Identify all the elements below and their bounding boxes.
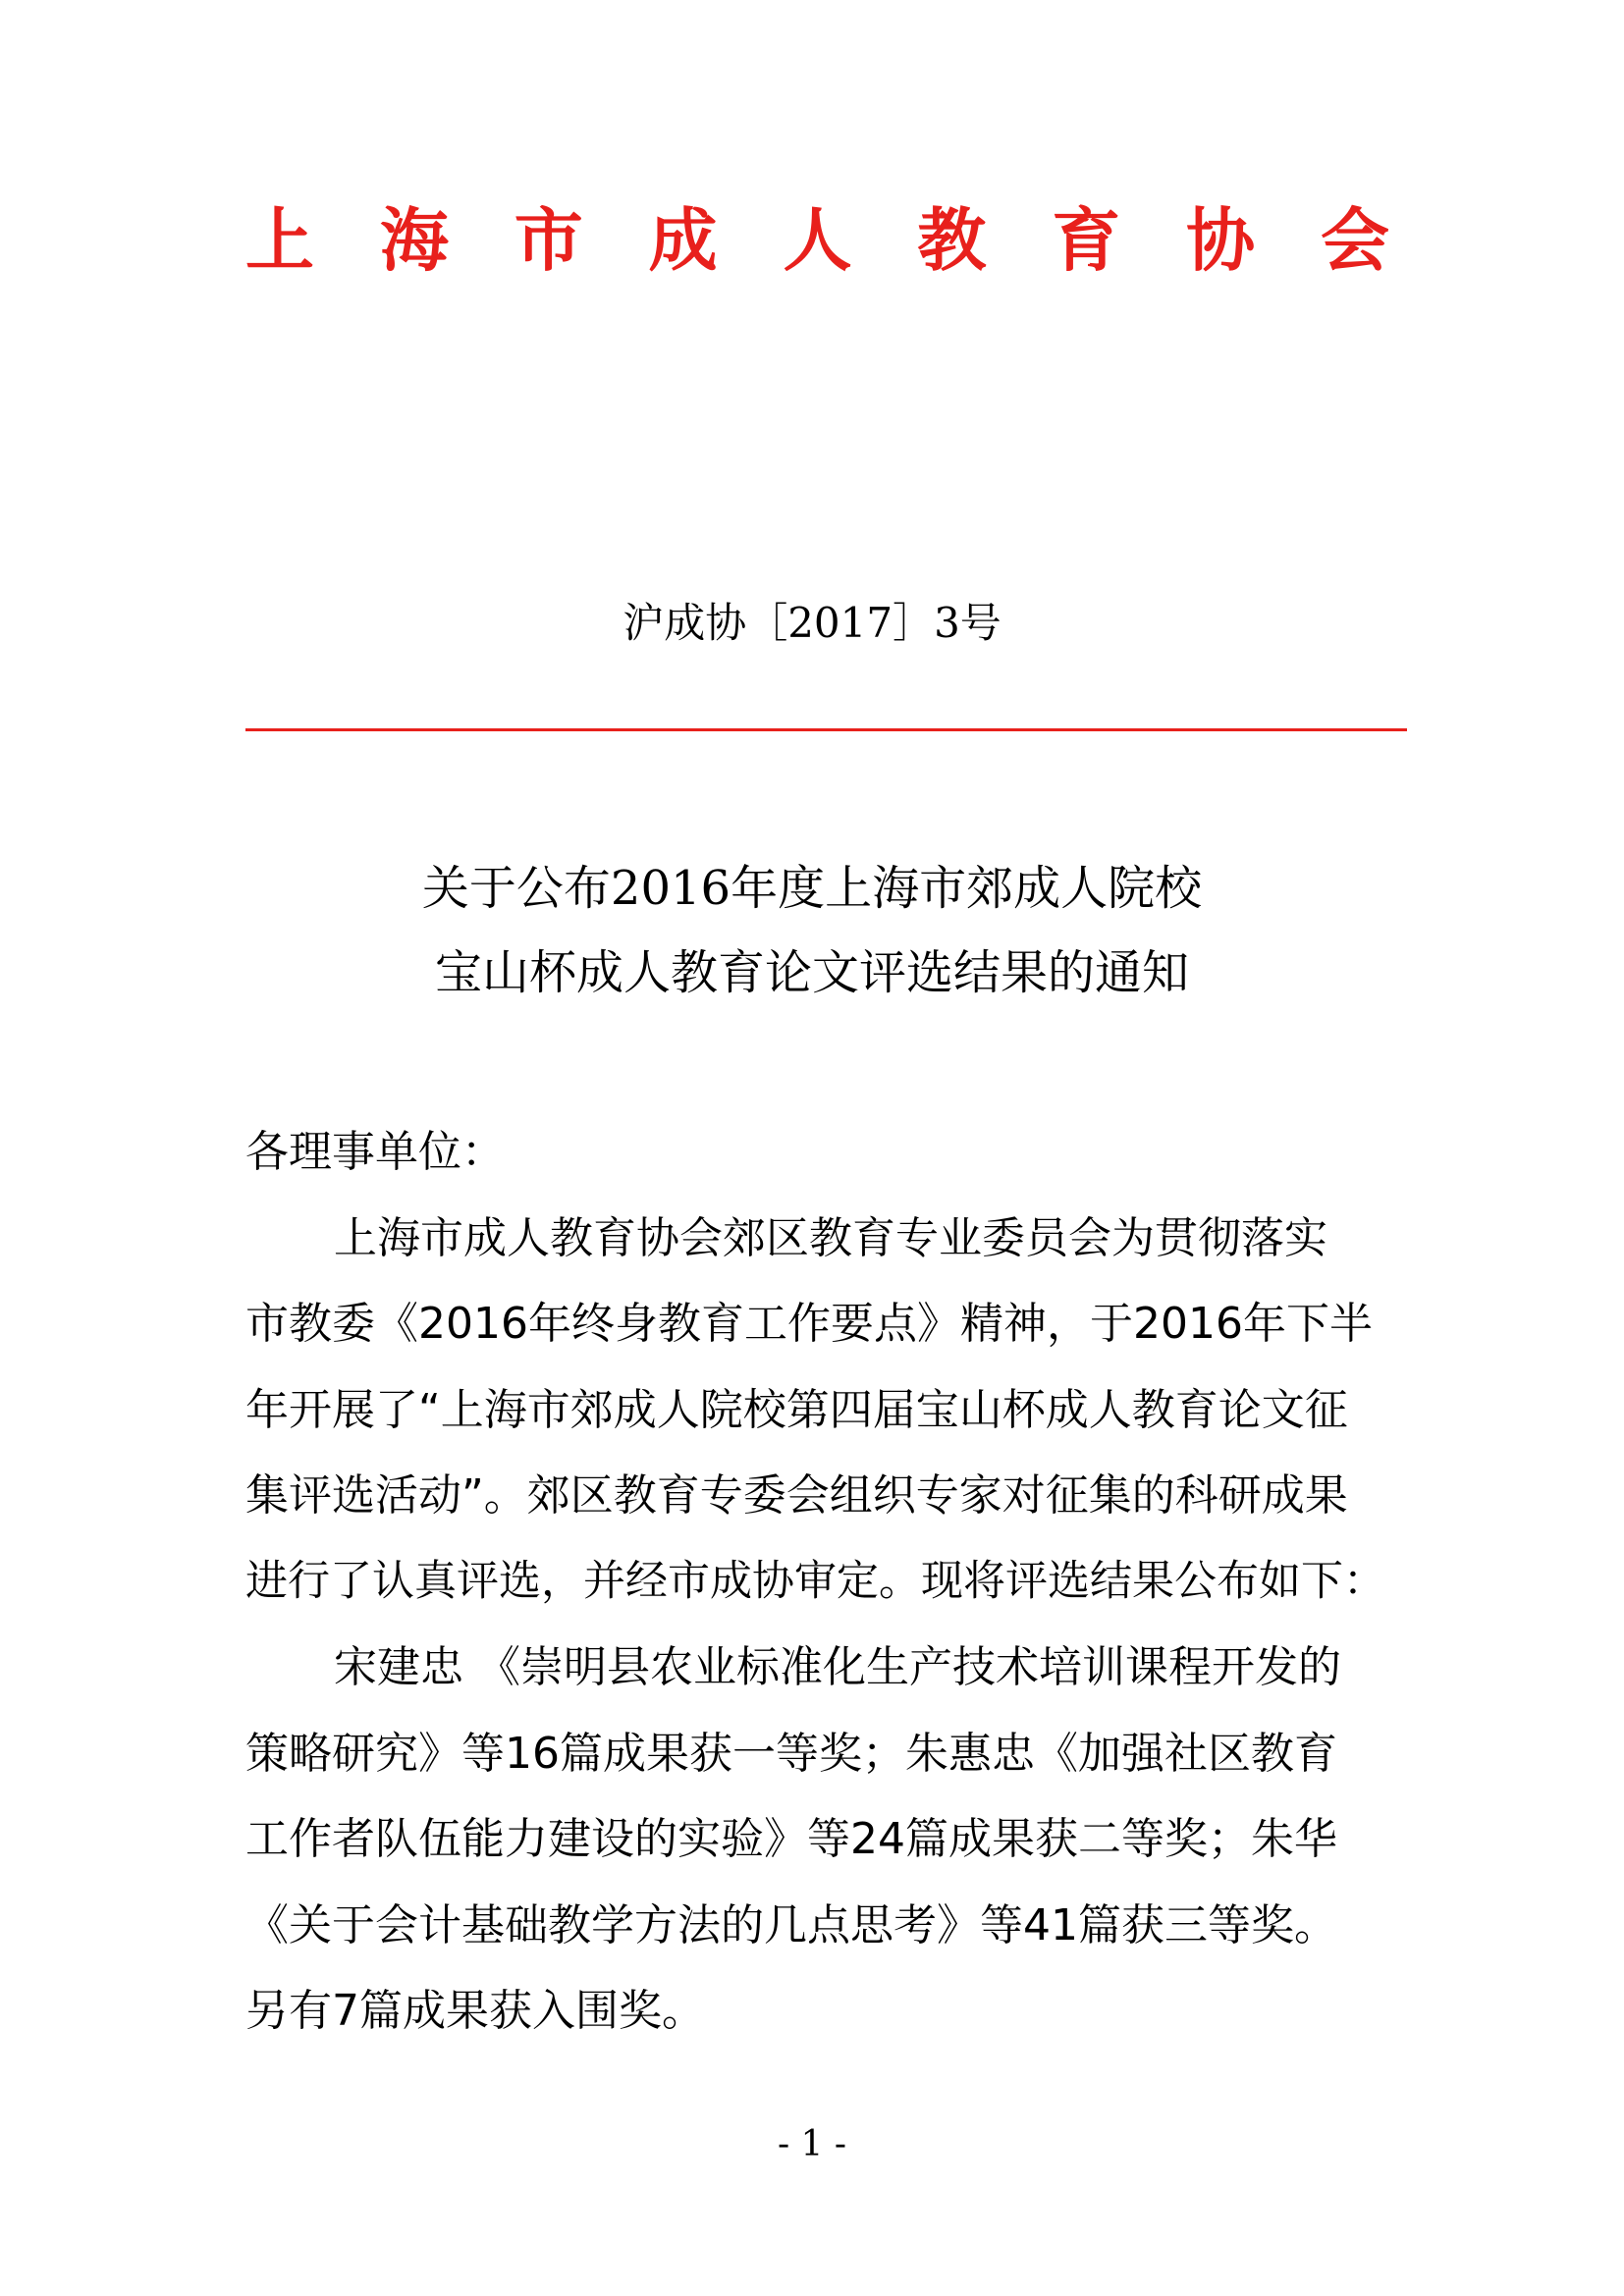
org-header-char: 上 — [245, 199, 314, 281]
paragraph-2-line: 策略研究》等16篇成果获一等奖；朱惠忠《加强社区教育 — [245, 1728, 1337, 1779]
paragraph-2-line: 工作者队伍能力建设的实验》等24篇成果获二等奖；朱华 — [245, 1814, 1337, 1864]
paragraph-1-line: 年开展了“上海市郊成人院校第四届宝山杯成人教育论文征 — [245, 1384, 1348, 1435]
paragraph-1-line: 市教委《2016年终身教育工作要点》精神，于2016年下半 — [245, 1299, 1373, 1349]
paragraph-1-line: 上海市成人教育协会郊区教育专业委员会为贯彻落实 — [334, 1212, 1327, 1263]
paragraph-1-line: 进行了认真评选，并经市成协审定。现将评选结果公布如下： — [245, 1556, 1385, 1606]
org-header-char: 海 — [379, 199, 449, 281]
org-header-char: 育 — [1052, 199, 1121, 281]
title-line-1: 关于公布2016年度上海市郊成人院校 — [421, 861, 1203, 916]
org-header-char: 协 — [1186, 199, 1256, 281]
red-divider — [245, 728, 1407, 731]
org-header-char: 市 — [514, 199, 583, 281]
paragraph-1-line: 集评选活动”。郊区教育专委会组织专家对征集的科研成果 — [245, 1470, 1348, 1521]
org-header — [245, 196, 1389, 285]
org-header-char: 会 — [1321, 199, 1389, 281]
document-title — [0, 846, 1624, 1015]
org-header-char: 教 — [917, 199, 987, 281]
document-body — [245, 1109, 1389, 2055]
page-number: - 1 - — [777, 2124, 847, 2164]
paragraph-2-line: 宋建忠 《崇明县农业标准化生产技术培训课程开发的 — [334, 1642, 1341, 1692]
org-header-char: 人 — [783, 199, 852, 281]
document-number: 沪成协［2017］3号 — [623, 599, 1001, 647]
title-line-2: 宝山杯成人教育论文评选结果的通知 — [434, 945, 1189, 1000]
paragraph-2-line: 《关于会计基础教学方法的几点思考》等41篇获三等奖。 — [245, 1899, 1337, 1950]
org-header-char: 成 — [648, 199, 718, 281]
paragraph-2-line: 另有7篇成果获入围奖。 — [245, 1986, 705, 2036]
salutation: 各理事单位： — [245, 1127, 505, 1177]
